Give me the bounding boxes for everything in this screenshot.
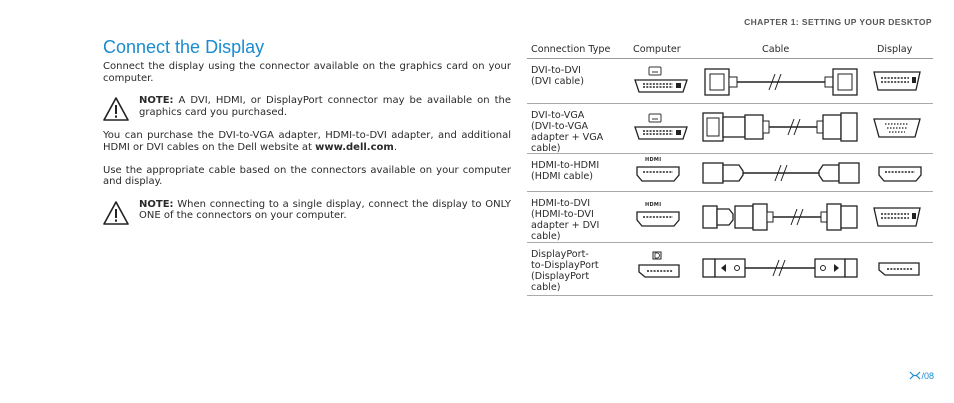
connection-type [531,249,621,293]
connection-type [531,198,621,242]
dvi-port-icon [631,112,691,144]
hdmi-to-dvi-cable-icon [701,200,861,234]
note-1-text: A DVI, HDMI, or DisplayPort connector may be available on the graphics card you purchased. [139,95,511,118]
warning-icon [103,201,129,225]
dvi-cable-icon [703,65,859,99]
chapter-header: CHAPTER 1: SETTING UP YOUR DESKTOP [744,17,932,27]
hdmi-display-port-icon [877,165,923,183]
note-1-label: NOTE: [139,95,174,107]
connection-table [527,42,933,296]
type-line: cable) [531,231,561,242]
connection-type [531,65,621,87]
type-line: (DisplayPort [531,271,590,282]
table-row [527,59,933,104]
type-line: HDMI-to-HDMI [531,160,600,171]
note-2-text: When connecting to a single display, connect the display to ONLY ONE of the connectors on your computer. [139,198,511,222]
purchase-text: You can purchase the DVI-to-VGA adapter, HDMI-to-DVI adapter, and additional HDMI or DVI cables on the Dell website at [103,130,511,153]
table-row [527,192,933,243]
type-line: (DVI-to-VGA [531,121,589,132]
cable-paragraph: Use the appropriate cable based on the connectors available on your computer and display. [103,164,511,188]
type-line: cable) [531,282,561,293]
page-number: /08 [909,371,934,381]
hdmi-logo: HDMI [645,202,662,208]
hdmi-logo: HDMI [645,157,662,163]
dell-website-link[interactable]: www.dell.com [315,141,394,153]
displayport-cable-icon [701,255,861,281]
connection-type [531,160,621,182]
body-text [103,61,511,234]
displayport-display-port-icon [877,261,921,279]
table-row [527,104,933,154]
intro-paragraph: Connect the display using the connector available on the graphics card on your computer. [103,61,511,84]
type-line: (HDMI-to-DVI [531,209,594,220]
header-computer: Computer [633,44,681,55]
hdmi-cable-icon [701,159,861,187]
type-line: HDMI-to-DVI [531,198,591,209]
type-line: cable) [531,143,561,154]
header-display: Display [877,44,913,55]
type-line: to-DisplayPort [531,260,599,271]
note-2-label: NOTE: [139,198,174,210]
header-cable: Cable [762,44,790,55]
hdmi-port-icon [635,165,681,183]
type-line: adapter + VGA [531,132,604,143]
vga-display-port-icon [871,116,923,142]
connection-type [531,110,621,154]
type-line: DVI-to-VGA [531,110,585,121]
header-connection-type: Connection Type [531,44,611,55]
dvi-port-icon [631,65,691,97]
hdmi-port-icon [635,210,681,228]
warning-icon [103,97,129,121]
type-line: (HDMI cable) [531,171,594,182]
purchase-paragraph [103,130,511,153]
dvi-display-port-icon [871,69,923,95]
dvi-to-vga-cable-icon [701,109,861,145]
alienware-logo-icon [909,371,921,380]
table-row [527,243,933,296]
table-header [527,42,933,59]
page-title: Connect the Display [103,37,265,57]
type-line: DisplayPort- [531,249,589,260]
displayport-port-icon [637,251,681,285]
note-2 [103,199,511,222]
note-1 [103,95,511,118]
purchase-end: . [393,141,398,153]
type-line: (DVI cable) [531,76,584,87]
dvi-display-port-icon [871,205,923,231]
page-number-value: 08 [923,371,934,381]
type-line: adapter + DVI [531,220,600,231]
type-line: DVI-to-DVI [531,65,581,76]
table-row [527,154,933,192]
